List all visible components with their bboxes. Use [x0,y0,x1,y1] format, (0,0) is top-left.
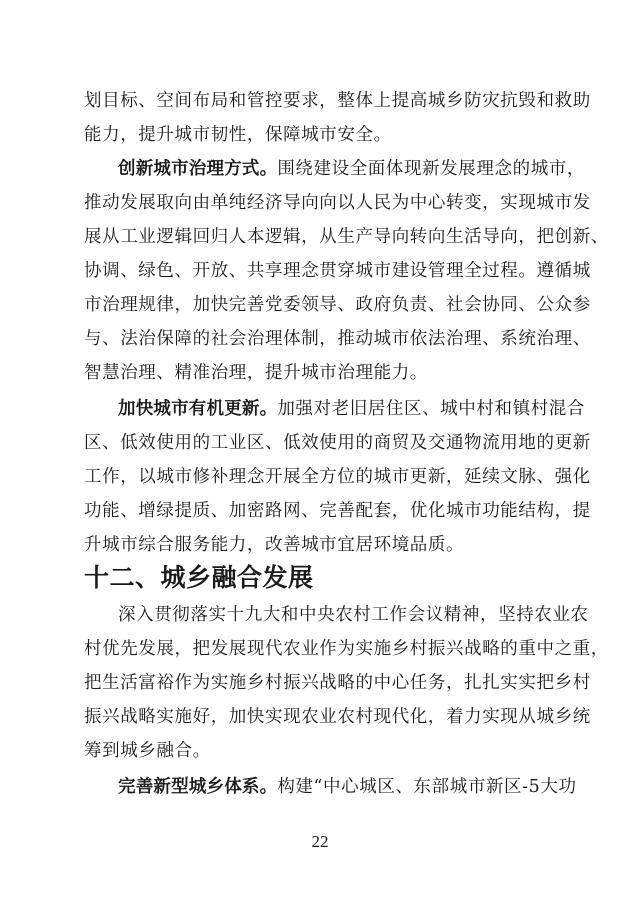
text-segment: 工作，以城市修补理念开展全方位的城市更新，延续文脉、强化 [84,467,591,487]
body-text-line [84,326,591,352]
body-text-line [84,122,558,148]
body-text-line [84,292,591,318]
body-text-line [84,636,609,662]
body-text-line [84,532,558,558]
text-segment: 功能、增绿提质、加密路网、完善配套，优化城市功能结构，提 [84,501,591,521]
body-text-line [84,360,558,386]
text-segment: 划目标、空间布局和管控要求，整体上提高城乡防灾抗毁和救助 [84,91,591,111]
text-segment: 智慧治理、精准治理，提升城市治理能力。 [84,363,428,383]
body-text-line [118,156,586,182]
text-segment: 筹到城乡融合。 [84,741,211,761]
text-segment: 与、法治保障的社会治理体制，推动城市依法治理、系统治理、 [84,329,591,349]
body-text-line [84,190,591,216]
text-segment: 深入贯彻落实十九大和中央农村工作会议精神，坚持农业农 [118,605,589,625]
text-segment: 把生活富裕作为实施乡村振兴战略的中心任务，扎扎实实把乡村 [84,673,591,693]
text-segment: 展从工业逻辑回归人本逻辑，从生产导向转向生活导向，把创新、 [84,227,609,247]
body-text-line [84,498,591,524]
text-segment: 区、低效使用的工业区、低效使用的商贸及交通物流用地的更新 [84,433,591,453]
text-segment: 升城市综合服务能力，改善城市宜居环境品质。 [84,535,465,555]
body-text-line [84,670,591,696]
section-heading: 十二、城乡融合发展 [84,563,314,592]
text-segment: 协调、绿色、开放、共享理念贯穿城市建设管理全过程。遵循城 [84,261,591,281]
body-text-line [84,464,591,490]
text-segment: 加强对老旧居住区、城中村和镇村混合 [277,399,586,419]
body-text-line [118,396,586,422]
text-segment: 村优先发展，把发展现代农业作为实施乡村振兴战略的重中之重， [84,639,609,659]
body-text-line [84,704,591,730]
body-text-line [118,774,577,800]
paragraph-lead-phrase: 加快城市有机更新。 [118,399,278,419]
text-segment: 市治理规律，加快完善党委领导、政府负责、社会协同、公众参 [84,295,591,315]
paragraph-lead-phrase: 创新城市治理方式。 [118,159,278,179]
body-text-line [118,602,589,628]
text-segment: 构建“中心城区、东部城市新区-5大功 [277,777,577,797]
body-text-line [84,88,591,114]
body-text-line [84,738,558,764]
paragraph-lead-phrase: 完善新型城乡体系。 [118,777,278,797]
body-text-line [84,224,609,250]
text-segment: 能力，提升城市韧性，保障城市安全。 [84,125,392,145]
page-number: 22 [311,832,329,851]
text-segment: 围绕建设全面体现新发展理念的城市， [277,159,586,179]
body-text-line [84,430,591,456]
text-segment: 振兴战略实施好，加快实现农业农村现代化，着力实现从城乡统 [84,707,591,727]
text-segment: 推动发展取向由单纯经济导向向以人民为中心转变，实现城市发 [84,193,591,213]
body-text-line [84,258,591,284]
